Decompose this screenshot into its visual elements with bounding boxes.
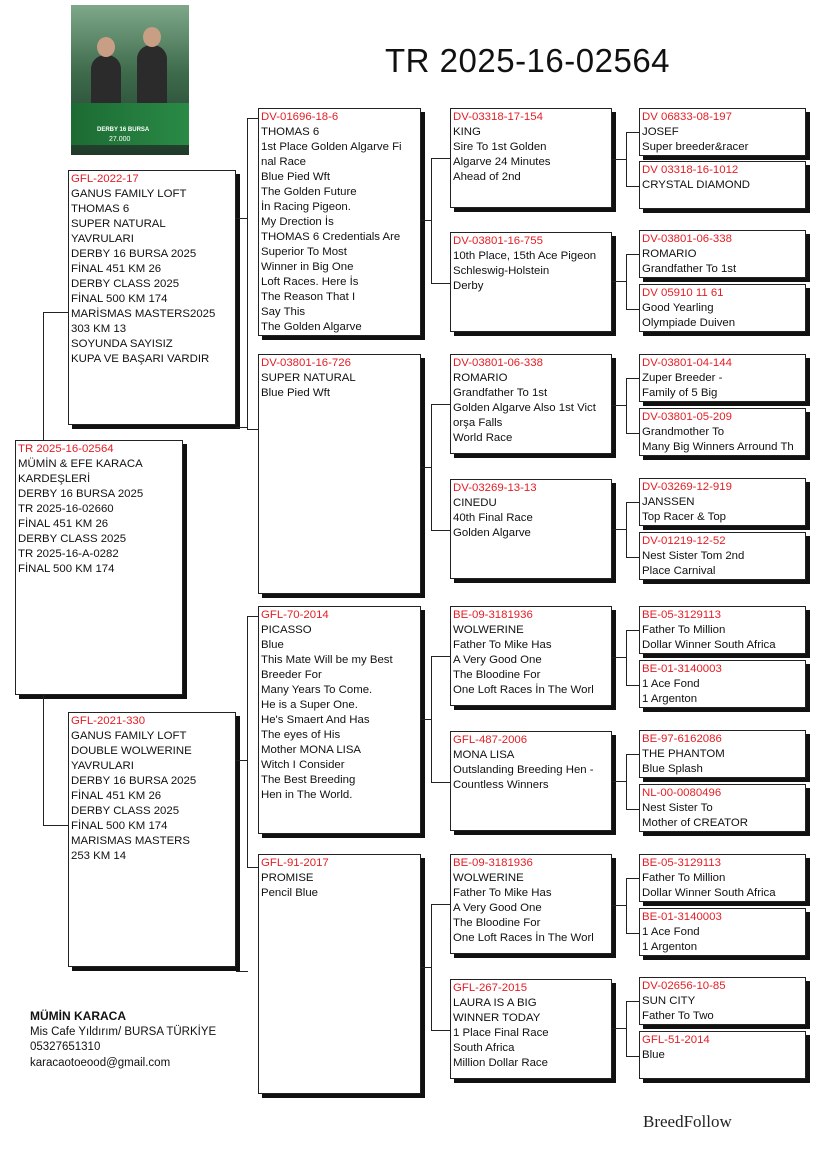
ring-number: GFL-51-2014 [642, 1034, 710, 1046]
gen3-box-4[interactable] [450, 479, 612, 579]
pigeon-info-line: Blue Pied Wft [261, 171, 331, 183]
pigeon-info-line: Winner in Big One [261, 261, 354, 273]
ring-number: NL-00-0080496 [642, 787, 722, 799]
gen4-box-15[interactable] [639, 977, 806, 1025]
pigeon-info-line: Nest Sister To [642, 802, 713, 814]
pigeon-info-line: Breeder For [261, 669, 322, 681]
pigeon-info-line: FİNAL 500 KM 174 [18, 563, 115, 575]
gen2-dam-sire-box[interactable] [258, 606, 421, 834]
pigeon-info-line: THOMAS 6 Credentials Are [261, 231, 401, 243]
pigeon-info-line: DERBY 16 BURSA 2025 [18, 488, 144, 500]
tree-connector [421, 220, 431, 222]
pigeon-info-line: İn Racing Pigeon. [261, 201, 351, 213]
pigeon-info-line: My Drection İs [261, 216, 334, 228]
pigeon-info-line: SOYUNDA SAYISIZ [71, 338, 173, 350]
pigeon-info-line: Father To Million [642, 872, 726, 884]
tree-connector [626, 754, 640, 810]
pigeon-info-line: The Reason That I [261, 291, 356, 303]
pigeon-info-line: SUPER NATURAL [71, 218, 166, 230]
gen3-box-7[interactable] [450, 854, 612, 954]
ring-number: DV-03801-16-726 [261, 357, 351, 369]
tree-connector [612, 1028, 626, 1030]
pigeon-info-line: One Loft Races İn The Worl [453, 684, 594, 696]
pigeon-info-line: This Mate Will be my Best [261, 654, 393, 666]
dam-box[interactable] [68, 712, 236, 967]
pigeon-info-line: Father To Mike Has [453, 639, 552, 651]
pigeon-info-line: YAVRULARI [71, 233, 134, 245]
pigeon-info-line: Outslanding Breeding Hen - [453, 764, 594, 776]
gen3-box-5[interactable] [450, 606, 612, 706]
pigeon-info-line: Mother MONA LISA [261, 744, 362, 756]
pigeon-info-line: ROMARIO [453, 372, 508, 384]
pigeon-info-line: A Very Good One [453, 902, 542, 914]
ring-number: GFL-2022-17 [71, 173, 139, 185]
pigeon-info-line: 253 KM 14 [71, 850, 127, 862]
pigeon-info-line: Ahead of 2nd [453, 171, 521, 183]
gen4-box-4[interactable] [639, 284, 806, 332]
pigeon-info-line: DOUBLE WOLWERINE [71, 745, 192, 757]
pigeon-info-line: 1 Argenton [642, 941, 698, 953]
ring-number: DV 06833-08-197 [642, 111, 732, 123]
ring-number: DV-03801-06-338 [453, 357, 543, 369]
pigeon-info-line: JANSSEN [642, 496, 695, 508]
breedfollow-logo: BreedFollow [643, 1112, 732, 1131]
pigeon-info-line: KING [453, 126, 481, 138]
pigeon-info-line: MARISMAS MASTERS [71, 835, 190, 847]
owner-name: MÜMİN KARACA [30, 1009, 126, 1023]
gen4-box-13[interactable] [639, 854, 806, 902]
pigeon-info-line: WOLWERINE [453, 624, 524, 636]
pigeon-info-line: Super breeder&racer [642, 141, 749, 153]
pigeon-info-line: FİNAL 500 KM 174 [71, 820, 168, 832]
pigeon-info-line: FİNAL 451 KM 26 [71, 263, 162, 275]
pigeon-info-line: DERBY 16 BURSA 2025 [71, 248, 197, 260]
person-head [97, 37, 115, 57]
tree-connector [626, 878, 640, 934]
sire-box[interactable] [68, 170, 236, 425]
pigeon-info-line: Father To Two [642, 1010, 714, 1022]
pigeon-info-line: TR 2025-16-02660 [18, 503, 114, 515]
owner-phone: 05327651310 [30, 1041, 101, 1053]
pigeon-info-line: Father To Million [642, 624, 726, 636]
pigeon-info-line: SUN CITY [642, 995, 696, 1007]
ring-number: BE-01-3140003 [642, 911, 722, 923]
pigeon-info-line: The Golden Future [261, 186, 357, 198]
tree-connector [247, 118, 259, 430]
pigeon-info-line: orşa Falls [453, 417, 503, 429]
owner-email[interactable]: karacaotoeood@gmail.com [30, 1056, 171, 1069]
pigeon-info-line: FİNAL 451 KM 26 [71, 790, 162, 802]
gen4-box-10[interactable] [639, 660, 806, 708]
ring-number: TR 2025-16-02564 [18, 443, 114, 455]
ring-number: BE-09-3181936 [453, 857, 533, 869]
owner-info [30, 1009, 216, 1071]
pigeon-info-line: Pencil Blue [261, 887, 318, 899]
pigeon-info-line: Hen in The World. [261, 789, 353, 801]
pigeon-info-line: World Race [453, 432, 513, 444]
pigeon-info-line: CRYSTAL DIAMOND [642, 179, 751, 191]
pigeon-info-line: A Very Good One [453, 654, 542, 666]
pigeon-info-line: Golden Algarve [453, 527, 531, 539]
tree-connector [431, 404, 451, 531]
tree-connector [626, 1001, 640, 1057]
pigeon-info-line: Countless Winners [453, 779, 549, 791]
pigeon-info-line: FİNAL 451 KM 26 [18, 518, 109, 530]
tree-connector [431, 158, 451, 284]
pigeon-info-line: LAURA IS A BIG [453, 997, 537, 1009]
ring-number: GFL-70-2014 [261, 609, 329, 621]
person-head [143, 27, 161, 47]
subject-pigeon-box[interactable] [15, 440, 183, 695]
pigeon-info-line: Mother of CREATOR [642, 817, 748, 829]
pigeon-info-line: Derby [453, 280, 484, 292]
ring-number: DV 03318-16-1012 [642, 164, 739, 176]
gen4-box-14[interactable] [639, 908, 806, 956]
tree-connector [612, 405, 626, 407]
ring-number: DV-03269-13-13 [453, 482, 537, 494]
pigeon-info-line: 1 Argenton [642, 693, 698, 705]
ring-number: DV-03801-05-209 [642, 411, 732, 423]
tree-connector [421, 719, 431, 721]
pigeon-info-line: Grandfather To 1st [453, 387, 548, 399]
ring-number: DV-01696-18-6 [261, 111, 339, 123]
pigeon-info-line: Many Years To Come. [261, 684, 373, 696]
pigeon-info-line: Many Big Winners Arround Th [642, 441, 794, 453]
pigeon-info-line: PICASSO [261, 624, 312, 636]
pigeon-info-line: DERBY CLASS 2025 [18, 533, 127, 545]
pigeon-info-line: South Africa [453, 1042, 515, 1054]
gen4-box-16[interactable] [639, 1031, 806, 1079]
tree-connector [421, 967, 431, 969]
pigeon-info-line: He's Smaert And Has [261, 714, 370, 726]
tree-connector [612, 529, 626, 531]
gen4-box-5[interactable] [639, 354, 806, 402]
ring-number: BE-01-3140003 [642, 663, 722, 675]
gen4-box-3[interactable] [639, 230, 806, 278]
pigeon-info-line: JOSEF [642, 126, 679, 138]
tree-connector [431, 656, 451, 783]
ring-number: DV-03318-17-154 [453, 111, 543, 123]
ring-number: BE-05-3129113 [642, 609, 721, 621]
ring-number: DV-03801-04-144 [642, 357, 732, 369]
owner-photo [71, 5, 189, 155]
ring-number: DV-01219-12-52 [642, 535, 726, 547]
pigeon-info-line: DERBY 16 BURSA 2025 [71, 775, 197, 787]
tree-connector [612, 905, 626, 907]
pigeon-info-line: KARDEŞLERİ [18, 473, 91, 485]
pigeon-info-line: Witch I Consider [261, 759, 345, 771]
tree-connector [626, 378, 640, 434]
pigeon-info-line: GANUS FAMILY LOFT [71, 188, 187, 200]
ring-number: DV-03269-12-919 [642, 481, 732, 493]
ring-number: DV-03801-06-338 [642, 233, 732, 245]
pigeon-info-line: SUPER NATURAL [261, 372, 356, 384]
gen4-box-7[interactable] [639, 478, 806, 526]
pigeon-info-line: MONA LISA [453, 749, 515, 761]
pigeon-info-line: Dollar Winner South Africa [642, 887, 776, 899]
pigeon-info-line: 1 Ace Fond [642, 926, 700, 938]
gen3-box-8[interactable] [450, 979, 612, 1079]
pigeon-info-line: Grandfather To 1st [642, 263, 737, 275]
pigeon-info-line: The Best Breeding [261, 774, 356, 786]
pigeon-info-line: Grandmother To [642, 426, 725, 438]
owner-address: Mis Cafe Yıldırım/ BURSA TÜRKİYE [30, 1025, 217, 1038]
pigeon-info-line: Father To Mike Has [453, 887, 552, 899]
pigeon-info-line: Loft Races. Here İs [261, 276, 359, 288]
pigeon-info-line: WOLWERINE [453, 872, 524, 884]
ring-number: DV-03801-16-755 [453, 235, 543, 247]
pigeon-info-line: Sire To 1st Golden [453, 141, 547, 153]
pigeon-info-line: Olympiade Duiven [642, 317, 736, 329]
pigeon-info-line: THE PHANTOM [642, 748, 725, 760]
pigeon-info-line: He is a Super One. [261, 699, 358, 711]
pigeon-info-line: One Loft Races İn The Worl [453, 932, 594, 944]
gen4-box-11[interactable] [639, 730, 806, 778]
ring-number: GFL-91-2017 [261, 857, 329, 869]
ring-number: GFL-2021-330 [71, 715, 146, 727]
pigeon-info-line: Zuper Breeder - [642, 372, 723, 384]
pigeon-info-line: The Golden Algarve [261, 321, 362, 333]
pigeon-info-line: nal Race [261, 156, 306, 168]
ring-number: DV 05910 11 61 [642, 287, 724, 299]
pigeon-info-line: 10th Place, 15th Ace Pigeon [453, 250, 597, 262]
pigeon-info-line: Good Yearling [642, 302, 714, 314]
pigeon-info-line: DERBY CLASS 2025 [71, 805, 180, 817]
pigeon-info-line: Superior To Most [261, 246, 347, 258]
tree-connector [43, 695, 69, 826]
ring-number: BE-97-6162086 [642, 733, 722, 745]
pigeon-info-line: Blue [261, 639, 284, 651]
pigeon-info-line: THOMAS 6 [71, 203, 130, 215]
pigeon-info-line: Blue [642, 1049, 665, 1061]
gen3-box-3[interactable] [450, 354, 612, 454]
pigeon-info-line: THOMAS 6 [261, 126, 320, 138]
pigeon-info-line: PROMISE [261, 872, 314, 884]
tree-connector [626, 630, 640, 686]
pigeon-info-line: Schleswig-Holstein [453, 265, 550, 277]
pigeon-info-line: KUPA VE BAŞARI VARDIR [71, 353, 210, 365]
pigeon-info-line: The eyes of His [261, 729, 341, 741]
pigeon-info-line: Place Carnival [642, 565, 716, 577]
pigeon-info-line: MÜMİN & EFE KARACA [18, 458, 143, 470]
pigeon-info-line: Nest Sister Tom 2nd [642, 550, 745, 562]
pigeon-info-line: Dollar Winner South Africa [642, 639, 776, 651]
pigeon-info-line: The Bloodine For [453, 917, 541, 929]
pigeon-info-line: Blue Pied Wft [261, 387, 331, 399]
gen3-box-6[interactable] [450, 731, 612, 831]
pigeon-info-line: YAVRULARI [71, 760, 134, 772]
gen4-box-9[interactable] [639, 606, 806, 654]
gen4-box-8[interactable] [639, 532, 806, 580]
pigeon-info-line: Say This [261, 306, 306, 318]
pigeon-info-line: Top Racer & Top [642, 511, 726, 523]
ring-number: BE-05-3129113 [642, 857, 721, 869]
gen4-box-12[interactable] [639, 784, 806, 832]
gen2-dam-dam-box[interactable] [258, 854, 421, 1094]
pigeon-info-line: 1st Place Golden Algarve Fi [261, 141, 402, 153]
gen3-box-2[interactable] [450, 232, 612, 332]
tree-connector [247, 616, 259, 868]
pigeon-info-line: 1 Ace Fond [642, 678, 700, 690]
gen4-box-6[interactable] [639, 408, 806, 456]
tree-connector [612, 781, 626, 783]
pigeon-info-line: Million Dollar Race [453, 1057, 548, 1069]
pigeon-info-line: Blue Splash [642, 763, 703, 775]
tree-connector [626, 502, 640, 558]
pigeon-info-line: Golden Algarve Also 1st Vict [453, 402, 596, 414]
gen3-box-1[interactable] [450, 108, 612, 208]
photo-prize-text: 27.000 [109, 136, 131, 143]
pigeon-info-line: Algarve 24 Minutes [453, 156, 551, 168]
pedigree-title: TR 2025-16-02564 [385, 42, 671, 79]
ring-number: GFL-487-2006 [453, 734, 528, 746]
photo-banner-text: DERBY 16 BURSA [97, 127, 150, 133]
tree-connector [626, 254, 640, 310]
tree-connector [612, 281, 626, 283]
tree-connector [43, 312, 69, 441]
pigeon-info-line: CINEDU [453, 497, 497, 509]
pigeon-info-line: 1 Place Final Race [453, 1027, 549, 1039]
pigeon-info-line: ROMARIO [642, 248, 697, 260]
pigeon-info-line: MARİSMAS MASTERS2025 [71, 308, 216, 320]
gen4-box-1[interactable] [639, 108, 806, 156]
pigeon-info-line: GANUS FAMILY LOFT [71, 730, 187, 742]
pigeon-info-line: 40th Final Race [453, 512, 533, 524]
ring-number: GFL-267-2015 [453, 982, 528, 994]
pigeon-info-line: The Bloodine For [453, 669, 541, 681]
pigeon-info-line: Family of 5 Big [642, 387, 718, 399]
tree-connector [612, 657, 626, 659]
gen2-sire-sire-box[interactable] [258, 108, 421, 336]
ring-number: DV-02656-10-85 [642, 980, 726, 992]
tree-connector [421, 467, 431, 469]
pigeon-info-line: FİNAL 500 KM 174 [71, 293, 168, 305]
tree-connector [431, 904, 451, 1031]
ring-number: BE-09-3181936 [453, 609, 533, 621]
pigeon-info-line: 303 KM 13 [71, 323, 127, 335]
gen4-box-2[interactable] [639, 161, 806, 209]
gen2-sire-dam-box[interactable] [258, 354, 421, 594]
pigeon-info-line: TR 2025-16-A-0282 [18, 548, 119, 560]
tree-connector [626, 132, 640, 187]
pigeon-info-line: DERBY CLASS 2025 [71, 278, 180, 290]
tree-connector [612, 159, 626, 161]
pigeon-info-line: WINNER TODAY [453, 1012, 541, 1024]
